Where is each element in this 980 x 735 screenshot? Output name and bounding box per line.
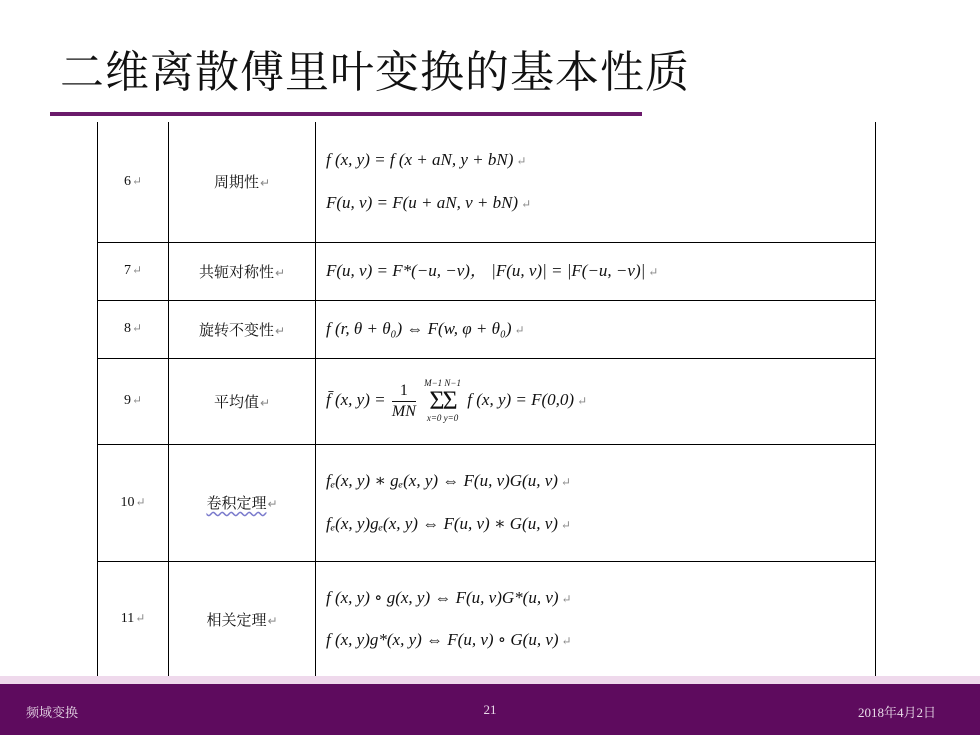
formula-text: f (x, y) ∘ g(x, y) ⇔ F(u, v)G*(u, v) [326,587,559,607]
table-row [98,444,876,561]
slide-footer [0,684,980,735]
row-number-cell [98,358,169,444]
return-mark: ↵ [516,154,527,169]
property-name-cell [169,358,316,444]
formula-rhs: f (x, y) = F(0,0) [467,389,575,409]
formula-text: f (x, y) = f (x + aN, y + bN) [326,150,514,170]
property-name-cell [169,242,316,300]
table-row [98,300,876,358]
return-mark: ↵ [561,634,572,648]
formula-line [326,514,875,534]
property-name-cell [169,122,316,242]
table-row [98,242,876,300]
summation-upper-limits: M−1 N−1 [424,378,462,388]
fraction-numerator: 1 [392,381,416,401]
property-name: 相关定理 [206,610,267,629]
row-number: 8 [123,321,131,336]
fraction-denominator: MN [391,402,416,420]
return-mark: ↵ [267,613,278,628]
formula-text: fₑ(x, y) ∗ gₑ(x, y) ⇔ F(u, v)G(u, v) [326,471,558,491]
fraction [392,381,416,420]
return-mark: ↵ [131,263,143,277]
formula-line [326,261,875,281]
summation-sign: ΣΣ [429,386,456,415]
return-mark: ↵ [135,494,146,509]
return-mark: ↵ [274,323,286,338]
row-number: 6 [123,173,131,189]
row-number-cell [98,122,169,242]
formula-cell [316,122,876,242]
return-mark: ↵ [560,517,571,532]
formula-lhs: f̄ (x, y) = [326,389,386,409]
formula-text: F(u, v) = F*(−u, −v)， |F(u, v)| = |F(−u, −v)| [326,260,646,280]
return-mark: ↵ [259,176,271,191]
row-number-cell [98,300,169,358]
table-row [98,561,876,677]
formula-text: f (x, y)g*(x, y) ⇔ F(u, v) ∘ G(u, v) [326,630,559,649]
return-mark: ↵ [577,393,588,408]
formula-cell [316,242,876,300]
double-summation [424,379,461,423]
property-name: 共轭对称性 [198,262,274,281]
row-number-cell [98,242,169,300]
property-name: 周期性 [213,173,259,192]
formula-line [326,471,875,491]
return-mark: ↵ [514,322,525,337]
row-number: 9 [123,393,131,408]
formula-cell [316,561,876,677]
row-number-cell [98,561,169,677]
return-mark: ↵ [131,321,143,335]
property-name: 旋转不变性 [198,320,274,339]
title-underline [50,112,642,116]
formula-line [326,193,875,213]
property-name: 平均值 [213,392,259,411]
summation-lower-limits: x=0 y=0 [426,413,459,423]
row-number-cell [98,444,169,561]
return-mark: ↵ [521,196,532,211]
formula-cell [316,444,876,561]
return-mark: ↵ [274,265,286,280]
row-number: 11 [120,611,135,626]
property-name-cell [169,300,316,358]
return-mark: ↵ [131,173,143,188]
formula-text: f (r, θ + θ₀) ⇔ F(w, φ + θ₀) [326,318,512,338]
formula-line [326,379,875,423]
formula-line [326,319,875,339]
return-mark: ↵ [561,591,572,606]
formula-line [326,150,875,170]
return-mark: ↵ [648,264,659,279]
properties-table [97,122,876,678]
row-number: 7 [123,263,131,278]
return-mark: ↵ [135,611,146,625]
slide-title: 二维离散傅里叶变换的基本性质 [60,47,690,98]
formula-text: F(u, v) = F(u + aN, v + bN) [326,192,519,212]
footer-topic: 频域变换 [26,705,79,720]
footer-date: 2018年4月2日 [857,705,936,720]
formula-cell [316,358,876,444]
page-number: 21 [483,702,497,717]
return-mark: ↵ [560,475,571,490]
table-row [98,358,876,444]
property-name-cell [169,444,316,561]
property-name-cell [169,561,316,677]
row-number: 10 [120,494,135,510]
return-mark: ↵ [131,393,143,407]
table-row [98,122,876,242]
return-mark: ↵ [259,395,271,410]
return-mark: ↵ [267,497,278,511]
formula-cell [316,300,876,358]
footer-accent-band [0,676,980,684]
property-name: 卷积定理 [206,494,267,512]
formula-text: fₑ(x, y)gₑ(x, y) ⇔ F(u, v) ∗ G(u, v) [326,513,558,533]
formula-line [326,630,875,650]
formula-line [326,588,875,608]
